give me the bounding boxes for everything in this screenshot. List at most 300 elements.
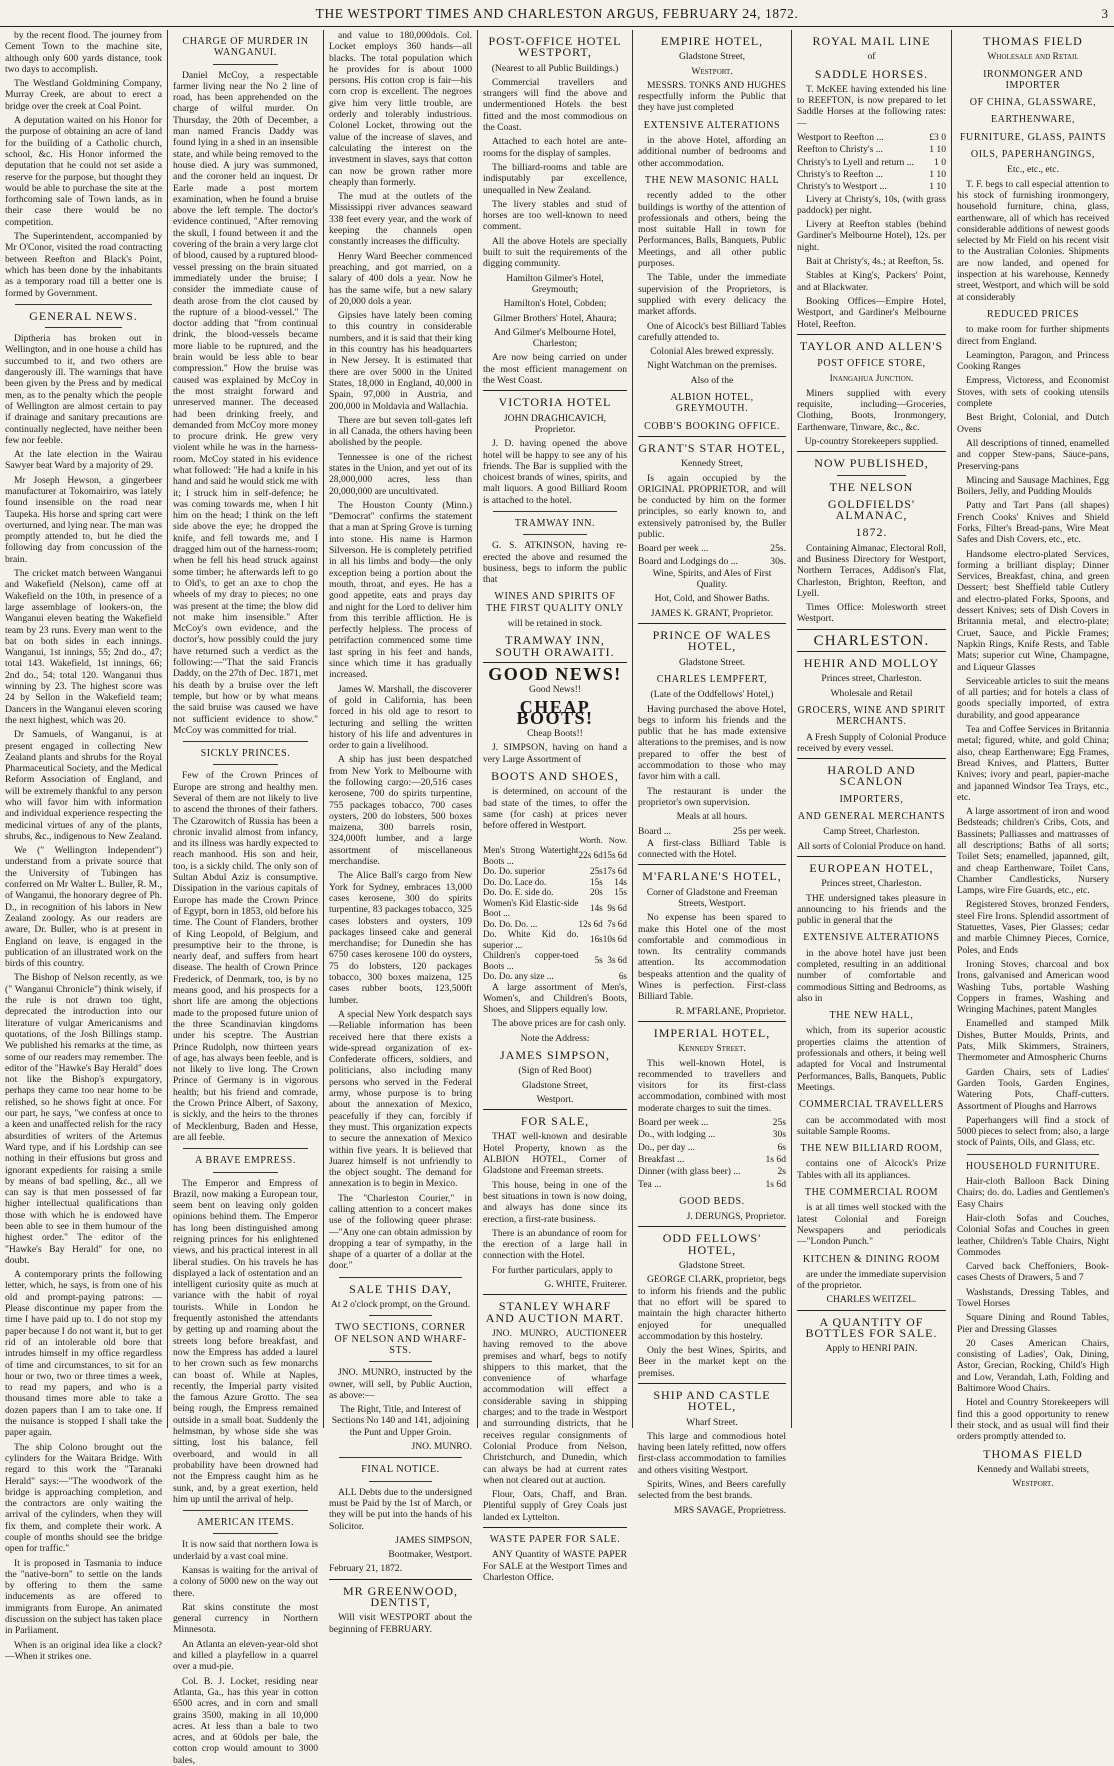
price-item: Do. Do. E. side do. bbox=[483, 887, 554, 898]
table-row bbox=[483, 877, 627, 888]
sickly-princes-heading: SICKLY PRINCES. bbox=[200, 748, 291, 760]
paragraph: Dr Samuels, of Wanganui, is at present engaged in collecting New Zealand plants and shrubs for the Royal Pharmaceutical Society, and the Medical Reform Association of England, and will be extremely thankful to any person who will favor him with information and individual experience respecting the medicinal virtues of any of the plants, shrubs, &c., indigenous to New Zealand. bbox=[5, 729, 162, 842]
munro-signature: JNO. MUNRO. bbox=[411, 1441, 472, 1453]
thomas-field-signature: THOMAS FIELD bbox=[983, 1446, 1083, 1461]
prince-of-wales-proprietor-note: (Late of the Oddfellows' Hotel,) bbox=[650, 689, 774, 701]
price-worth: 12s 6d bbox=[578, 918, 603, 929]
price-now: 15s bbox=[614, 887, 627, 898]
table-row bbox=[483, 898, 627, 919]
european-hotel-text-3: which, from its superior acoustic properties claims the attention of professionals and others, it being well adapted for Vocal and Instrumental Performances, Balls, Banquets, Public Meetings. bbox=[797, 1025, 946, 1093]
ship-castle-hotel-text-2: Spirits, Wines, and Beers carefully selected from the best brands. bbox=[638, 1479, 786, 1502]
now-published-heading: NOW PUBLISHED, bbox=[814, 456, 929, 471]
page-number: 3 bbox=[1101, 6, 1108, 21]
price-now: 15s 6d bbox=[602, 850, 627, 861]
prince-of-wales-text-3: A first-class Billiard Table is connected with the Hotel. bbox=[638, 837, 786, 861]
european-new-hall-heading: THE NEW HALL, bbox=[829, 1010, 914, 1022]
paragraph: A deputation waited on his Honor for the purpose of obtaining an acre of land for the building of a Catholic church, school, &c. His Honor informed the deputation that he could not set aside a reserve for the purpose, but thought they would be able to purchase the site at the forthcoming sale of Town lands, as in their case there would be no competition. bbox=[5, 115, 162, 228]
boot-price-table bbox=[483, 835, 627, 982]
price-worth: 22s 6d bbox=[578, 850, 603, 861]
household-furniture-items bbox=[957, 1176, 1109, 1394]
almanac-title: GOLDFIELDS' ALMANAC, bbox=[827, 496, 916, 523]
grants-hotel-street: Kennedy Street, bbox=[681, 458, 743, 470]
paragraph: The Westland Goldmining Company, Murray Creek, are about to erect a bridge over the creek at Coal Point. bbox=[5, 78, 162, 112]
cheap-boots-heading: CHEAP BOOTS! bbox=[516, 696, 594, 728]
paragraph: The mud at the outlets of the Mississippi river advances seaward 338 feet every year, and the work of keeping the channels open constantly increases the difficulty. bbox=[329, 191, 472, 248]
price-now: 7s 6d bbox=[607, 918, 627, 929]
divider bbox=[638, 623, 786, 624]
paragraph: The Superintendent, accompanied by Mr O'Conor, visited the road contracting between Reefton and Black's Point, which has been done by the inhabitants as a temporary road till a better one is formed by Government. bbox=[5, 231, 162, 299]
paragraph: The ship Colono brought out the cylinders for the Waitara Bridge. With regard to this work the "Taranaki Herald" says:—"The woodwork of the bridge is approaching completion, and the contractors are only waiting the arrival of the cylinders, when they will fix them, and complete their work. A couple of months should see the bridge open for traffic." bbox=[5, 1441, 162, 1555]
price-table-header bbox=[483, 835, 627, 846]
grants-hotel-text: Is again occupied by the ORIGINAL PROPRIETOR, and will be conducted by him on the former principles, so early known to, and extensively patronised by, the Buller public. bbox=[638, 472, 786, 540]
tramway-inn-location: TRAMWAY INN, SOUTH ORAWAITI. bbox=[495, 633, 615, 659]
price-worth: 14s bbox=[589, 902, 603, 913]
paragraph: by the recent flood. The journey from Cement Town to the machine site, although only 600 yards distance, took two days to accomplish. bbox=[5, 30, 162, 75]
rate-label: Dinner (with glass beer) ... bbox=[638, 1166, 741, 1178]
almanac-year: 1872. bbox=[855, 525, 888, 540]
simpson-address-lead: Note the Address: bbox=[520, 1032, 590, 1044]
good-news-heading: GOOD NEWS! bbox=[488, 663, 622, 684]
ship-castle-hotel-text: This large and commodious hotel having been lately refitted, now offers first-class accommodation to families and others visiting Westport. bbox=[638, 1430, 786, 1476]
paragraph: Mincing and Sausage Machines, Egg Boilers, Jelly, and Pudding Moulds bbox=[957, 474, 1109, 498]
final-notice-heading: FINAL NOTICE. bbox=[361, 1464, 440, 1476]
rate-value: 30s. bbox=[770, 555, 786, 567]
albion-hotel-greymouth: ALBION HOTEL, GREYMOUTH. bbox=[670, 392, 754, 415]
oddfellows-hotel-street: Gladstone Street. bbox=[678, 1260, 746, 1272]
rate-value: 25s per week. bbox=[732, 825, 786, 837]
hehir-molloy-text: A Fresh Supply of Colonial Produce received by every vessel. bbox=[797, 731, 946, 754]
table-row bbox=[483, 866, 627, 877]
price-now: 17s 6d bbox=[602, 866, 627, 877]
divider bbox=[797, 451, 946, 452]
divider bbox=[213, 1172, 278, 1173]
post-office-hotel-text bbox=[483, 77, 627, 270]
thomas-field-text: T. F. begs to call especial attention to his stock of furnishing ironmongery, household furniture, china, glass, earthenware, all of which has received considerable additions of newest goods selected by Mr Field on his recent visit to the Australian Colonies. Shipments are now landed, and opened for inspection at his warehouse, Kennedy street, Westport, and which will be sold at considerably bbox=[957, 178, 1109, 303]
price-item: Do. Do. superior bbox=[483, 866, 545, 877]
rate-value: 2s bbox=[777, 1166, 786, 1178]
dentist-text: Will visit WESTPORT about the beginning of FEBRUARY. bbox=[329, 1612, 472, 1635]
taylor-allen-heading: TAYLOR AND ALLEN'S bbox=[799, 338, 944, 353]
american-items-article bbox=[173, 1539, 318, 1766]
table-row bbox=[483, 929, 627, 950]
harold-scanlon-street: Camp Street, Charleston. bbox=[823, 826, 920, 838]
paragraph: Patty and Tart Pans (all shapes) French Cooks' Knives and Shield Forks, Filter's Bread-pans, Wire Meat Safes and Dish Covers, etc., etc. bbox=[957, 500, 1109, 546]
paragraph: Square Dining and Round Tables, Pier and Dressing Glasses bbox=[957, 1312, 1109, 1335]
divider bbox=[183, 741, 308, 742]
thomas-field-signature-town: Westport. bbox=[1012, 1478, 1054, 1490]
rate-label: Christy's to Westport ... bbox=[797, 181, 887, 193]
prince-of-wales-proprietor: CHARLES LEMPFERT, bbox=[656, 673, 768, 685]
divider bbox=[213, 1533, 278, 1534]
ship-castle-hotel-heading: SHIP AND CASTLE HOTEL, bbox=[653, 1387, 771, 1414]
paragraph: And Gilmer's Melbourne Hotel, Charleston; bbox=[493, 326, 617, 350]
price-table-body bbox=[483, 845, 627, 982]
price-worth: 5s bbox=[594, 955, 603, 966]
paragraph: All the above Hotels are specially built to suit the requirements of the digging community. bbox=[483, 235, 627, 270]
mcfarlanes-hotel-location: Corner of Gladstone and Freeman Streets, Westport. bbox=[646, 886, 778, 909]
rate-label: Board ... bbox=[638, 825, 672, 837]
price-item: Do. Do. any size ... bbox=[483, 971, 554, 982]
price-worth: 16s bbox=[589, 934, 603, 945]
royal-mail-heading: ROYAL MAIL LINE bbox=[812, 34, 931, 48]
victoria-hotel-proprietor: JOHN DRAGHICAVICH, Proprietor. bbox=[503, 412, 607, 435]
rate-value: 1 10 bbox=[929, 181, 946, 193]
oddfellows-hotel-text: GEORGE CLARK, proprietor, begs to inform his friends and the public that no effort will be spared to maintain the high character hitherto enjoyed for unequalled accommodation by this hostelry. bbox=[638, 1274, 786, 1342]
rate-label: Breakfast ... bbox=[638, 1153, 685, 1165]
thomas-field-trade-4: FURNITURE, GLASS, PAINTS bbox=[959, 131, 1107, 143]
divider bbox=[523, 534, 587, 535]
tramway-inn-heading: TRAMWAY INN. bbox=[514, 517, 596, 529]
divider bbox=[638, 1226, 786, 1227]
final-notice-date: February 21, 1872. bbox=[329, 1563, 403, 1575]
paragraph: Paperhangers will find a stock of 5000 pieces to select from; also, a large stock of Paints, Oils, and Glass, etc. bbox=[957, 1114, 1109, 1149]
ship-castle-hotel-signature: MRS SAVAGE, Proprietress. bbox=[673, 1504, 786, 1516]
empire-masonic-hall-heading: THE NEW MASONIC HALL bbox=[644, 174, 780, 186]
grants-hotel-text-2: Wine, Spirits, and Ales of First Quality. bbox=[652, 567, 772, 591]
grants-hotel-heading: GRANT'S STAR HOTEL, bbox=[638, 440, 786, 455]
prince-of-wales-hotel-heading: PRINCE OF WALES HOTEL, bbox=[652, 628, 772, 654]
paragraph: Empress, Victoress, and Economist Stoves, with sets of cooking utensils complete bbox=[957, 375, 1109, 410]
column-2 bbox=[168, 30, 324, 1766]
empire-hotel-text-6: Night Watchman on the premises. bbox=[647, 360, 777, 372]
paragraph: Kansas is waiting for the arrival of a colony of 5000 new on the way out there. bbox=[173, 1565, 318, 1599]
almanac-office: Times Office: Molesworth street Westport. bbox=[797, 602, 946, 625]
paragraph: We (" Wellington Independent") understand from a private source that the University of Tubingen has conferred on Mr Walter L. Buller, R. M., of Wanganui, the honorary degree of Ph. D., in recognition of his labors in New Zealand zoology. As our readers are aware, Dr. Buller, who is at present in England on leave, is engaged in the publication of an illustrated work on the birds of this country. bbox=[5, 845, 162, 970]
for-sale-text-3: There is an abundance of room for the erection of a large hall in connection with the Hotel. bbox=[483, 1227, 627, 1262]
hotel-list bbox=[483, 273, 627, 350]
thomas-field-trade-3: EARTHENWARE, bbox=[990, 114, 1076, 126]
empire-hotel-text: in the above Hotel, affording an additional number of bedrooms and other accommodation. bbox=[638, 135, 786, 169]
paragraph: Hair-cloth Balloon Back Dining Chairs; do. do. Ladies and Gentlemen's Easy Chairs bbox=[957, 1176, 1109, 1210]
stanley-wharf-heading: STANLEY WHARF AND AUCTION MART. bbox=[485, 1299, 625, 1325]
thomas-field-sub: Wholesale and Retail bbox=[987, 51, 1079, 63]
grants-hotel-text-3: Hot, Cold, and Shower Baths. bbox=[654, 593, 770, 605]
divider bbox=[369, 1315, 432, 1316]
item-column-header bbox=[483, 835, 579, 846]
rate-line bbox=[638, 1117, 786, 1128]
royal-mail-text: T. McKEE having extended his line to REEFTON, is now prepared to let Saddle Horses at the following rates:— bbox=[797, 83, 946, 129]
european-hotel-text: THE undersigned takes pleasure in announcing to his friends and the public in general that the bbox=[797, 892, 946, 927]
hehir-molloy-heading: HEHIR AND MOLLOY bbox=[803, 656, 940, 671]
paragraph: Tea and Coffee Services in Britannia metal; figured, white, and gold China; also, cheap Earthenware; Egg Frames, Bread Knives, and Platters, Butter Knives; ivory and pearl, papier-mache and japanned Windsor Tea Trays, etc., etc. bbox=[957, 724, 1109, 803]
prince-of-wales-meals: Meals at all hours. bbox=[676, 811, 748, 823]
murder-heading: CHARGE OF MURDER IN WANGANUI. bbox=[182, 36, 309, 59]
price-item: Do. White Kid do. superior ... bbox=[483, 929, 579, 950]
empire-hotel-town: Westport. bbox=[691, 65, 733, 77]
charleston-heading: CHARLESTON. bbox=[813, 632, 930, 649]
masthead bbox=[0, 0, 1114, 27]
thomas-field-items bbox=[957, 350, 1109, 1149]
paragraph: A contemporary prints the following letter, which, he says, is from one of his old and prompt-paying patrons: —Please discontinue my paper from the time I have paid up to. I do not stop my paper because I do not want it, but to get rid of an intolerable old bore that intrudes himself in my office regardless of time and circumstances, to sit for an hour or two, two or three times a week, to read my papers, and who is a thousand times more able to take a dozen papers than I am to take one. If the nuisance is stopped I shall take the paper again. bbox=[5, 1269, 162, 1439]
imperial-hotel-text: This well-known Hotel, is recommended to travellers and visitors for its first-class accommodation, combined with most moderate charges to suit the times. bbox=[638, 1057, 786, 1114]
imperial-hotel-beds: GOOD BEDS. bbox=[679, 1195, 745, 1207]
victoria-hotel-heading: VICTORIA HOTEL bbox=[498, 395, 612, 410]
simpson-text: J. SIMPSON, having on hand a very Large Assortment of bbox=[483, 742, 627, 765]
paragraph: Best Bright, Colonial, and Dutch Ovens bbox=[957, 412, 1109, 435]
divider bbox=[483, 1294, 627, 1295]
rate-line bbox=[638, 1179, 786, 1190]
rate-line bbox=[797, 132, 946, 143]
paragraph: Serviceable articles to suit the means of all parties; and for hotels a class of goods specially imported, of extra durability, and good appearance bbox=[957, 675, 1109, 721]
paragraph: Col. B. J. Locket, residing near Atlanta, Ga., has this year in cotton 6500 acres, and in corn and small grains 3500, making in all 10,000 acres. At less than a bale to two acres, and at 60dols per bale, the cotton crop would amount to 3000 bales, bbox=[173, 1675, 318, 1766]
divider bbox=[638, 1021, 786, 1022]
table-row bbox=[483, 950, 627, 971]
rate-label: Reefton to Christy's ... bbox=[797, 144, 883, 156]
empire-hotel-also: Also of the bbox=[690, 374, 734, 386]
divider bbox=[837, 475, 906, 476]
boots-heading: BOOTS AND SHOES, bbox=[491, 769, 619, 784]
munro-text: JNO. MUNRO, instructed by the owner, will sell, by Public Auction, as above:— bbox=[329, 1367, 472, 1401]
rate-line bbox=[797, 181, 946, 192]
paragraph: Washstands, Dressing Tables, and Towel Horses bbox=[957, 1286, 1109, 1309]
price-item: Do. Do. Lace do. bbox=[483, 876, 547, 887]
paragraph: Henry Ward Beecher commenced preaching, and got married, on a salary of 400 dols a year. Now he has the same wife, but a new salary of 20,000 dols a year. bbox=[329, 250, 472, 307]
table-row bbox=[483, 919, 627, 930]
divider bbox=[797, 334, 946, 335]
rate-line bbox=[797, 169, 946, 180]
divider bbox=[45, 327, 122, 328]
royal-mail-of: of bbox=[867, 51, 876, 63]
empire-hotel-text-2: recently added to the other buildings is worthy of the attention of professionals and others, being the most suitable Hall in town for Performances, Balls, Banquets, Public Meetings, and all other public purposes. bbox=[638, 190, 786, 270]
paragraph: At the late election in the Wairau Sawyer beat Ward by a majority of 29. bbox=[5, 449, 162, 472]
empire-hotel-text-4: One of Alcock's best Billiard Tables carefully attended to. bbox=[638, 320, 786, 343]
paragraph: All descriptions of tinned, enamelled and copper Stew-pans, Sauce-pans, Preserving-pans bbox=[957, 437, 1109, 472]
european-hotel-text-6: is at all times well stocked with the latest Colonial and Foreign Newspapers and periodicals—"London Punch." bbox=[797, 1202, 946, 1248]
rate-line bbox=[638, 1142, 786, 1153]
paragraph: Tennessee is one of the richest states in the Union, and yet out of its 28,000,000 acres, less than 20,000,000 are uncultivated. bbox=[329, 451, 472, 497]
divider bbox=[483, 1109, 627, 1110]
price-item: Do. Do. Do. ... bbox=[483, 918, 538, 929]
paragraph: A special New York despatch says—Reliable information has been received here that there exists a wide-spread organization of ex-Confederate officers, soldiers, and politicians, also including many persons who served in the Federal army, whose purpose is to bring about the annexation of Mexico, peacefully if they can, forcibly if they must. This organization expects to secure the annexation of Mexico within five years. It is believed that Juarez himself is not unfriendly to the object sought. The demand for annexation is to begin in Mexico. bbox=[329, 1008, 472, 1190]
rate-label: Christy's to Reefton ... bbox=[797, 168, 883, 180]
price-worth: 15s bbox=[589, 876, 603, 887]
european-hotel-text-5: contains one of Alcock's Prize Tables with all its appliances. bbox=[797, 1158, 946, 1181]
rate-value: 1s 6d bbox=[765, 1153, 786, 1165]
mcfarlanes-hotel-heading: M'FARLANE'S HOTEL, bbox=[642, 869, 782, 884]
paragraph: Mr Joseph Hewson, a gingerbeer manufacturer at Tokomairiro, was lately found insensible on the road near Taupeka. His horse and spring cart were overturned, and lying near. The man was promptly attended to, but he died the following day from concussion of the brain. bbox=[5, 474, 162, 565]
taylor-allen-text: Miners supplied with every requisite, including—Groceries, Clothing, Boots, Ironmongery, Earthenware, Tinware, &c., &c. bbox=[797, 387, 946, 433]
hehir-molloy-street: Princes street, Charleston. bbox=[821, 673, 922, 685]
european-alterations-heading: EXTENSIVE ALTERATIONS bbox=[803, 932, 940, 944]
final-notice-signature-name: JAMES SIMPSON, bbox=[395, 1534, 472, 1546]
good-news-subheading: Good News!! bbox=[529, 684, 581, 696]
price-worth bbox=[579, 971, 603, 982]
rate-value: 1s 6d bbox=[765, 1178, 786, 1190]
european-hotel-street: Princes street, Charleston. bbox=[821, 878, 922, 890]
simpson-address-sign: (Sign of Red Boot) bbox=[518, 1065, 592, 1077]
harold-scanlon-trade: AND GENERAL MERCHANTS bbox=[797, 811, 946, 823]
european-hotel-text-7: are under the immediate supervision of the proprietor. bbox=[797, 1268, 946, 1292]
paragraph: Enamelled and stamped Milk Dishes, Butter Moulds, Prints, and Pats, Milk Skimmers, Strainers, Thermometer and Atmospheric Churns bbox=[957, 1018, 1109, 1064]
rate-value: 1 10 bbox=[929, 168, 946, 180]
divider bbox=[797, 856, 946, 857]
column-4 bbox=[478, 30, 633, 1583]
paragraph: The Alice Ball's cargo from New York for Sydney, embraces 13,000 cases kerosene, 300 do spirits turpentine, 83 packages tobacco, 325 cases lobsters and oysters, 109 packages linseed cake and general merchandise; for Dunedin she has 6750 cases kerosene 100 do oysters, 75 do lobsters, 120 packages tobacco, 300 boxes maizena, 125 cases rubber boots, 123,500ft lumber. bbox=[329, 870, 472, 1006]
royal-mail-subheading: SADDLE HORSES. bbox=[814, 66, 929, 81]
paragraph: Commercial travellers and strangers will find the above and undermentioned Hotels the best fitted and the most commodious on the Coast. bbox=[483, 76, 627, 134]
hehir-molloy-trade: GROCERS, WINE AND SPIRIT MERCHANTS. bbox=[797, 704, 946, 728]
paragraph: The cricket match between Wanganui and Wakefield (Nelson), came off at Wakefield on the 10th, in presence of a large assemblage of lookers-on, the Wanganui eleven beating the Wakefield team by 23 runs. Every man went to the bat on both sides in each innings. Wanganui, 1st innings, 55; 2nd do., 47; total 143. Wakefield, 1st innings, 66; 2nd do., 54; total 120. Wanganui thus winning by 23. The highest score was 24 by Sellon in the Wakefield team; Dancers in the Wanganui eleven scoring the next highest, which was 20. bbox=[5, 568, 162, 726]
rate-line bbox=[638, 826, 786, 837]
price-worth: 20s bbox=[589, 887, 603, 898]
paragraph: Leamington, Paragon, and Princess Cooking Ranges bbox=[957, 349, 1109, 373]
paragraph: and value to 180,000dols. Col. Locket employs 360 hands—all blacks. The total population which he provides for is about 1000 persons. His cotton crop is fair—his corn crop is excellent. The negroes give him very little trouble, are orderly and tolerably industrious. Colonel Locket, throwing out the value of the increase of slaves, and calculating the interest on the investment in slaves, says that cotton can now be grown rather more cheaply than formerly. bbox=[329, 30, 472, 188]
paragraph: Hair-cloth Sofas and Couches, Colonial Sofas and Couches in green leather, Children's Table Chairs, Night Commodes bbox=[957, 1212, 1109, 1258]
grants-hotel-proprietor: JAMES K. GRANT, Proprietor. bbox=[650, 607, 774, 619]
bottles-heading: A QUANTITY OF BOTTLES FOR SALE. bbox=[805, 1314, 938, 1341]
rate-value: £3 0 bbox=[929, 132, 946, 144]
mcfarlanes-hotel-signature: R. M'FARLANE, Proprietor. bbox=[675, 1005, 786, 1017]
divider bbox=[213, 64, 278, 65]
rate-value: 1 10 bbox=[929, 144, 946, 156]
thomas-field-signature-street: Kennedy and Wallabi streets, bbox=[976, 1463, 1089, 1475]
for-sale-text: THAT well-known and desirable Hotel Property, known as the ALBION HOTEL, Corner of Gladstone and Freeman streets. bbox=[483, 1131, 627, 1177]
columns bbox=[0, 30, 1114, 1766]
imperial-hotel-street: Kennedy Street. bbox=[678, 1043, 746, 1055]
price-now: 14s bbox=[614, 876, 627, 887]
paragraph: Garden Chairs, sets of Ladies' Garden Tools, Garden Engines, Watering Pots, Chaff-cutters. Assortment of Ploughs and Harrows bbox=[957, 1066, 1109, 1112]
sale-time: At 2 o'clock prompt, on the Ground. bbox=[330, 1299, 471, 1311]
rate-line bbox=[638, 556, 786, 567]
taylor-allen-location: Inangahua Junction. bbox=[829, 373, 914, 385]
divider bbox=[797, 651, 946, 652]
divider bbox=[339, 1457, 462, 1458]
divider bbox=[183, 1510, 308, 1511]
thomas-field-trade-2: OF CHINA, GLASSWARE, bbox=[969, 97, 1097, 109]
table-row bbox=[483, 845, 627, 866]
rate-line bbox=[638, 1166, 786, 1177]
european-travellers-heading: COMMERCIAL TRAVELLERS bbox=[799, 1099, 944, 1111]
simpson-text-3: A large assortment of Men's, Women's, and Children's Boots, Shoes, and Slippers equally low. bbox=[483, 981, 627, 1016]
divider bbox=[797, 1310, 946, 1311]
oddfellows-hotel-heading: ODD FELLOWS' HOTEL, bbox=[662, 1231, 762, 1257]
paragraph: Carved back Cheffoniers, Book-cases Chests of Drawers, 5 and 7 bbox=[957, 1261, 1109, 1284]
taylor-allen-subheading: POST OFFICE STORE, bbox=[817, 358, 926, 370]
column-3 bbox=[324, 30, 478, 1635]
rate-value: 25s. bbox=[770, 543, 786, 555]
paragraph: Gilmer Brothers' Hotel, Ahaura; bbox=[493, 312, 617, 324]
dentist-heading: MR GREENWOOD, DENTIST, bbox=[343, 1583, 458, 1609]
price-now: 9s 6d bbox=[607, 902, 627, 913]
general-news-paragraphs bbox=[5, 333, 162, 1662]
paragraph: The Houston County (Minn.) "Democrat" confirms the statement that a man at Spring Grove is turning into stone. His name is Harmon Silverson. He is completely petrified in all his limbs and body—the only exception being a portion about the mouth, throat, and eyes. He has a good appetite, eats and prays day and night for the Lord to deliver him from this terrible affliction. He is perfectly helpless. The process of petrifaction commenced some time last spring in his feet and hands, since which time it has gradually increased. bbox=[329, 499, 472, 681]
price-item: Men's Strong Watertight Boots ... bbox=[483, 845, 579, 866]
rate-label: Board per week ... bbox=[638, 543, 709, 555]
divider bbox=[213, 764, 278, 765]
column-1 bbox=[0, 30, 168, 1662]
stanley-wharf-text: JNO. MUNRO, AUCTIONEER having removed to the above premises and wharf, begs to notify shippers to this market, that the convenience of wharfage accommodation will effect a considerable saving in shipping charges; and to the trade in Westport and surrounding districts, that he receives regular consignments of Colonial Produce from Nelson, Christchurch, and Dunedin, which can always be had at current rates when not cleared out at auction. bbox=[483, 1327, 627, 1486]
imperial-hotel-heading: IMPERIAL HOTEL, bbox=[653, 1025, 771, 1040]
paragraph: The livery stables and stud of horses are too well-known to need comment. bbox=[483, 198, 627, 233]
atkinson-text: G. S. ATKINSON, having re-erected the above and resumed the business, begs to inform the public that bbox=[483, 540, 627, 586]
column-7 bbox=[952, 30, 1114, 1490]
hehir-molloy-sub: Wholesale and Retail bbox=[830, 687, 913, 699]
rate-value: 25s bbox=[772, 1117, 786, 1129]
european-kitchen-heading: KITCHEN & DINING ROOM bbox=[802, 1253, 941, 1265]
european-hotel-heading: EUROPEAN HOTEL, bbox=[809, 860, 934, 875]
murder-article bbox=[173, 70, 318, 737]
divider bbox=[967, 1154, 1099, 1155]
wines-subheading: will be retained in stock. bbox=[507, 618, 603, 630]
imperial-hotel-signature: J. DERUNGS, Proprietor. bbox=[686, 1211, 786, 1223]
waste-paper-text: ANY Quantity of WASTE PAPER For SALE at the Westport Times and Charleston Office. bbox=[483, 1549, 627, 1583]
european-hotel-text-2: in the above hotel have just been completed, resulting in an additional number of comfortable and commodious Sitting and Bedrooms, as also in bbox=[797, 947, 946, 1004]
reduced-prices-heading: REDUCED PRICES bbox=[986, 308, 1080, 320]
price-now: 10s 6d bbox=[602, 934, 627, 945]
paragraph: When is an original idea like a clock?—When it strikes one. bbox=[5, 1639, 162, 1662]
column-5 bbox=[633, 30, 792, 1516]
imperial-hotel-rates bbox=[638, 1117, 786, 1190]
paragraph: Hamilton Gilmer's Hotel, Greymouth; bbox=[506, 272, 604, 295]
cobbs-booking-office: COBB'S BOOKING OFFICE. bbox=[644, 420, 780, 432]
royal-mail-text-5: Stables at King's, Packers' Point, and at Blackwater. bbox=[797, 270, 946, 293]
empire-hotel-text-5: Colonial Ales brewed expressly. bbox=[650, 346, 774, 358]
rate-line bbox=[638, 543, 786, 554]
brave-empress-article bbox=[173, 1178, 318, 1506]
for-sale-heading: FOR SALE, bbox=[520, 1114, 590, 1129]
munro-detail: The Right, Title, and Interest of Sections No 140 and 141, adjoining the Punt and Upper Groin. bbox=[331, 1404, 470, 1438]
paragraph: The "Charleston Courier," in calling attention to a concert makes use of the following queer phrase:—"Any one can obtain admission by dropping a tear of sympathy, in the shape of a quarter of a dollar at the door." bbox=[329, 1192, 472, 1272]
prince-of-wales-board bbox=[638, 826, 786, 837]
oddfellows-hotel-text-2: Only the best Wines, Spirits, and Beer in the market kept on the premises. bbox=[638, 1345, 786, 1379]
brave-empress-heading: A BRAVE EMPRESS. bbox=[195, 1155, 296, 1167]
newspaper-title: THE WESTPORT TIMES AND CHARLESTON ARGUS, FEBRUARY 24, 1872. bbox=[315, 6, 799, 21]
paragraph: Diptheria has broken out in Wellington, and in one house a child has succumbed to it, and two others are dangerously ill. The warnings that have been given by the Press and by medical men, as to the penalty which the people of Wellington are almost certain to pay if drainage and sanitary precautions are continually neglected, have neither been few nor feeble. bbox=[5, 333, 162, 446]
bottles-apply: Apply to HENRI PAIN. bbox=[825, 1343, 918, 1355]
paragraph: It is now said that northern Iowa is underlaid by a vast coal mine. bbox=[173, 1539, 318, 1562]
rate-line bbox=[797, 157, 946, 168]
rate-label: Tea ... bbox=[638, 1178, 662, 1190]
royal-mail-text-4: Bait at Christy's, 4s.; at Reefton, 5s. bbox=[806, 256, 944, 268]
divider bbox=[797, 758, 946, 759]
post-office-hotel-subheading: (Nearest to all Public Buildings.) bbox=[491, 62, 619, 74]
price-item: Women's Kid Elastic-side Boot ... bbox=[483, 897, 579, 919]
price-now: 6s bbox=[618, 971, 627, 982]
price-now: 3s 6d bbox=[607, 955, 627, 966]
paragraph: A ship has just been despatched from New York to Melbourne with the following cargo:—20,516 cases kerosene, 700 do spirits turpentine, 755 packages tobacco, 700 cases oysters, 200 do lobsters, 500 boxes maizena, 300 barrels rosin, 324,000ft lumber, and a large assortment of miscellaneous merchandise. bbox=[329, 754, 472, 868]
cheap-boots-subheading: Cheap Boots!! bbox=[527, 728, 583, 740]
prince-of-wales-hotel-street: Gladstone Street. bbox=[678, 656, 746, 668]
price-worth: 25s bbox=[589, 866, 603, 877]
paragraph: Hamilton's Hotel, Cobden; bbox=[503, 298, 607, 310]
sale-heading: SALE THIS DAY, bbox=[349, 1281, 452, 1296]
grants-hotel-rates bbox=[638, 543, 786, 567]
general-news-heading: GENERAL NEWS. bbox=[29, 308, 138, 323]
rate-label: Westport to Reefton ... bbox=[797, 132, 884, 144]
paragraph: The Emperor and Empress of Brazil, now making a European tour, seem bent on leaving only golden opinions behind them. The Emperor has long been distinguished among reigning princes for his enlightened views, and his practical interest in all liberal studies. On his travels he has displayed a lack of ostentation and an intelligent curiosity quite as much at variance with the habit of royal tourists. While in London he frequently astonished the attendants by getting up and roaming about the streets long before breakfast, and now the Empress has added a laurel to her crown such as few monarchs can boast of. While at Naples, recently, the Imperial party visited the famous Azure Grotto. The sea being rough, the Empress remained outside in a small boat. Suddenly the helmsman, by whose side she was sitting, lost his balance, fell overboard, and would in all probability have been drowned had not the Empress caught him as he sunk, and, by a great exertion, held him up until the arrival of help. bbox=[173, 1177, 318, 1505]
paragraph: Daniel McCoy, a respectable farmer living near the No 2 line of road, has been apprehended on the charge of wilful murder. On Thursday, the 20th of December, a man named Francis Daddy was found lying in a shed in an insensible state, and while being removed to the house died. A jury was summoned, and the coroner held an inquest. Dr Earle made a post mortem examination, when he found a bruise above the left temple. The doctor's evidence continued, "After removing the skull, I found between it and the covering of the brain a very large clot of blood, caused by a ruptured blood-vessel pressing on the brain situated immediately under the bruise; I consider the immediate cause of death arose from the clot caused by the rupture of a blood-vessel." The doctor adding that "from continual drink, the blood-vessels became more liable to be ruptured, and the brain would be less able to bear compression." How the bruise was caused was explained by McCoy in the most straight forward and unreserved manner. The deceased had been drinking freely, and demanded from McCoy more money to procure drink. He grew very violent while he was in the harness-room. McCoy stated in his evidence what followed: "He had a knife in his hand and said he would stick me with it; I struck him in self-defence; he was coming towards me, when I hit him on the head; I think on the left side above the eye; he dropped the knife, and fell towards me, and I dragged him out of the harness-room; when he fell his head struck against some timber; he afterwards left to go to Old's, to get an axe to chop the wheels of my dray to pieces; no one was present at the time; the blow did not make him insensible." After McCoy's own evidence, and the doctor's, how possibly could the jury have returned such a verdict as the following:—"That the said Francis Daddy, on the 27th of Dec. 1871, met his death by a bruise over the left temple, but how or by what means the said bruise was caused we have not sufficient evidence to show." McCoy was committed for trial. bbox=[173, 69, 318, 736]
simpson-address-name: JAMES SIMPSON, bbox=[499, 1048, 611, 1062]
royal-mail-text-2: Livery at Christy's, 10s, (with grass paddock) per night. bbox=[797, 193, 946, 216]
european-hotel-signature: CHARLES WEITZEL. bbox=[826, 1294, 917, 1306]
for-sale-signature: G. WHITE, Fruiterer. bbox=[544, 1279, 627, 1291]
paragraph: It is proposed in Tasmania to induce the "native-born" to settle on the lands by offering to them the same inducements as are offered to immigrants from Europe. An animated discussion on the subject has taken place in Parliament. bbox=[5, 1557, 162, 1637]
simpson-text-4: The above prices are for cash only. bbox=[492, 1018, 626, 1030]
empire-hotel-heading: EMPIRE HOTEL, bbox=[660, 34, 764, 48]
divider bbox=[183, 1148, 308, 1149]
price-item: Children's copper-toed Boots ... bbox=[483, 950, 579, 971]
table-row bbox=[483, 971, 627, 982]
prince-of-wales-text: Having purchased the above Hotel, begs to inform his friends and the public that he has made extensive alterations to the premises, and is now prepared to offer the best of accommodation to those who may favor him with a call. bbox=[638, 703, 786, 783]
royal-mail-text-3: Livery at Reefton stables (behind Gardiner's Melbourne Hotel), 12s. per night. bbox=[797, 219, 946, 253]
intro-paragraphs bbox=[5, 30, 162, 299]
rate-value: 6s bbox=[777, 1141, 786, 1153]
divider bbox=[638, 1383, 786, 1384]
worth-column-header: Worth. bbox=[579, 834, 603, 845]
column-6 bbox=[792, 30, 952, 1428]
divider bbox=[493, 511, 617, 512]
rate-label: Board and Lodgings do ... bbox=[638, 555, 738, 567]
